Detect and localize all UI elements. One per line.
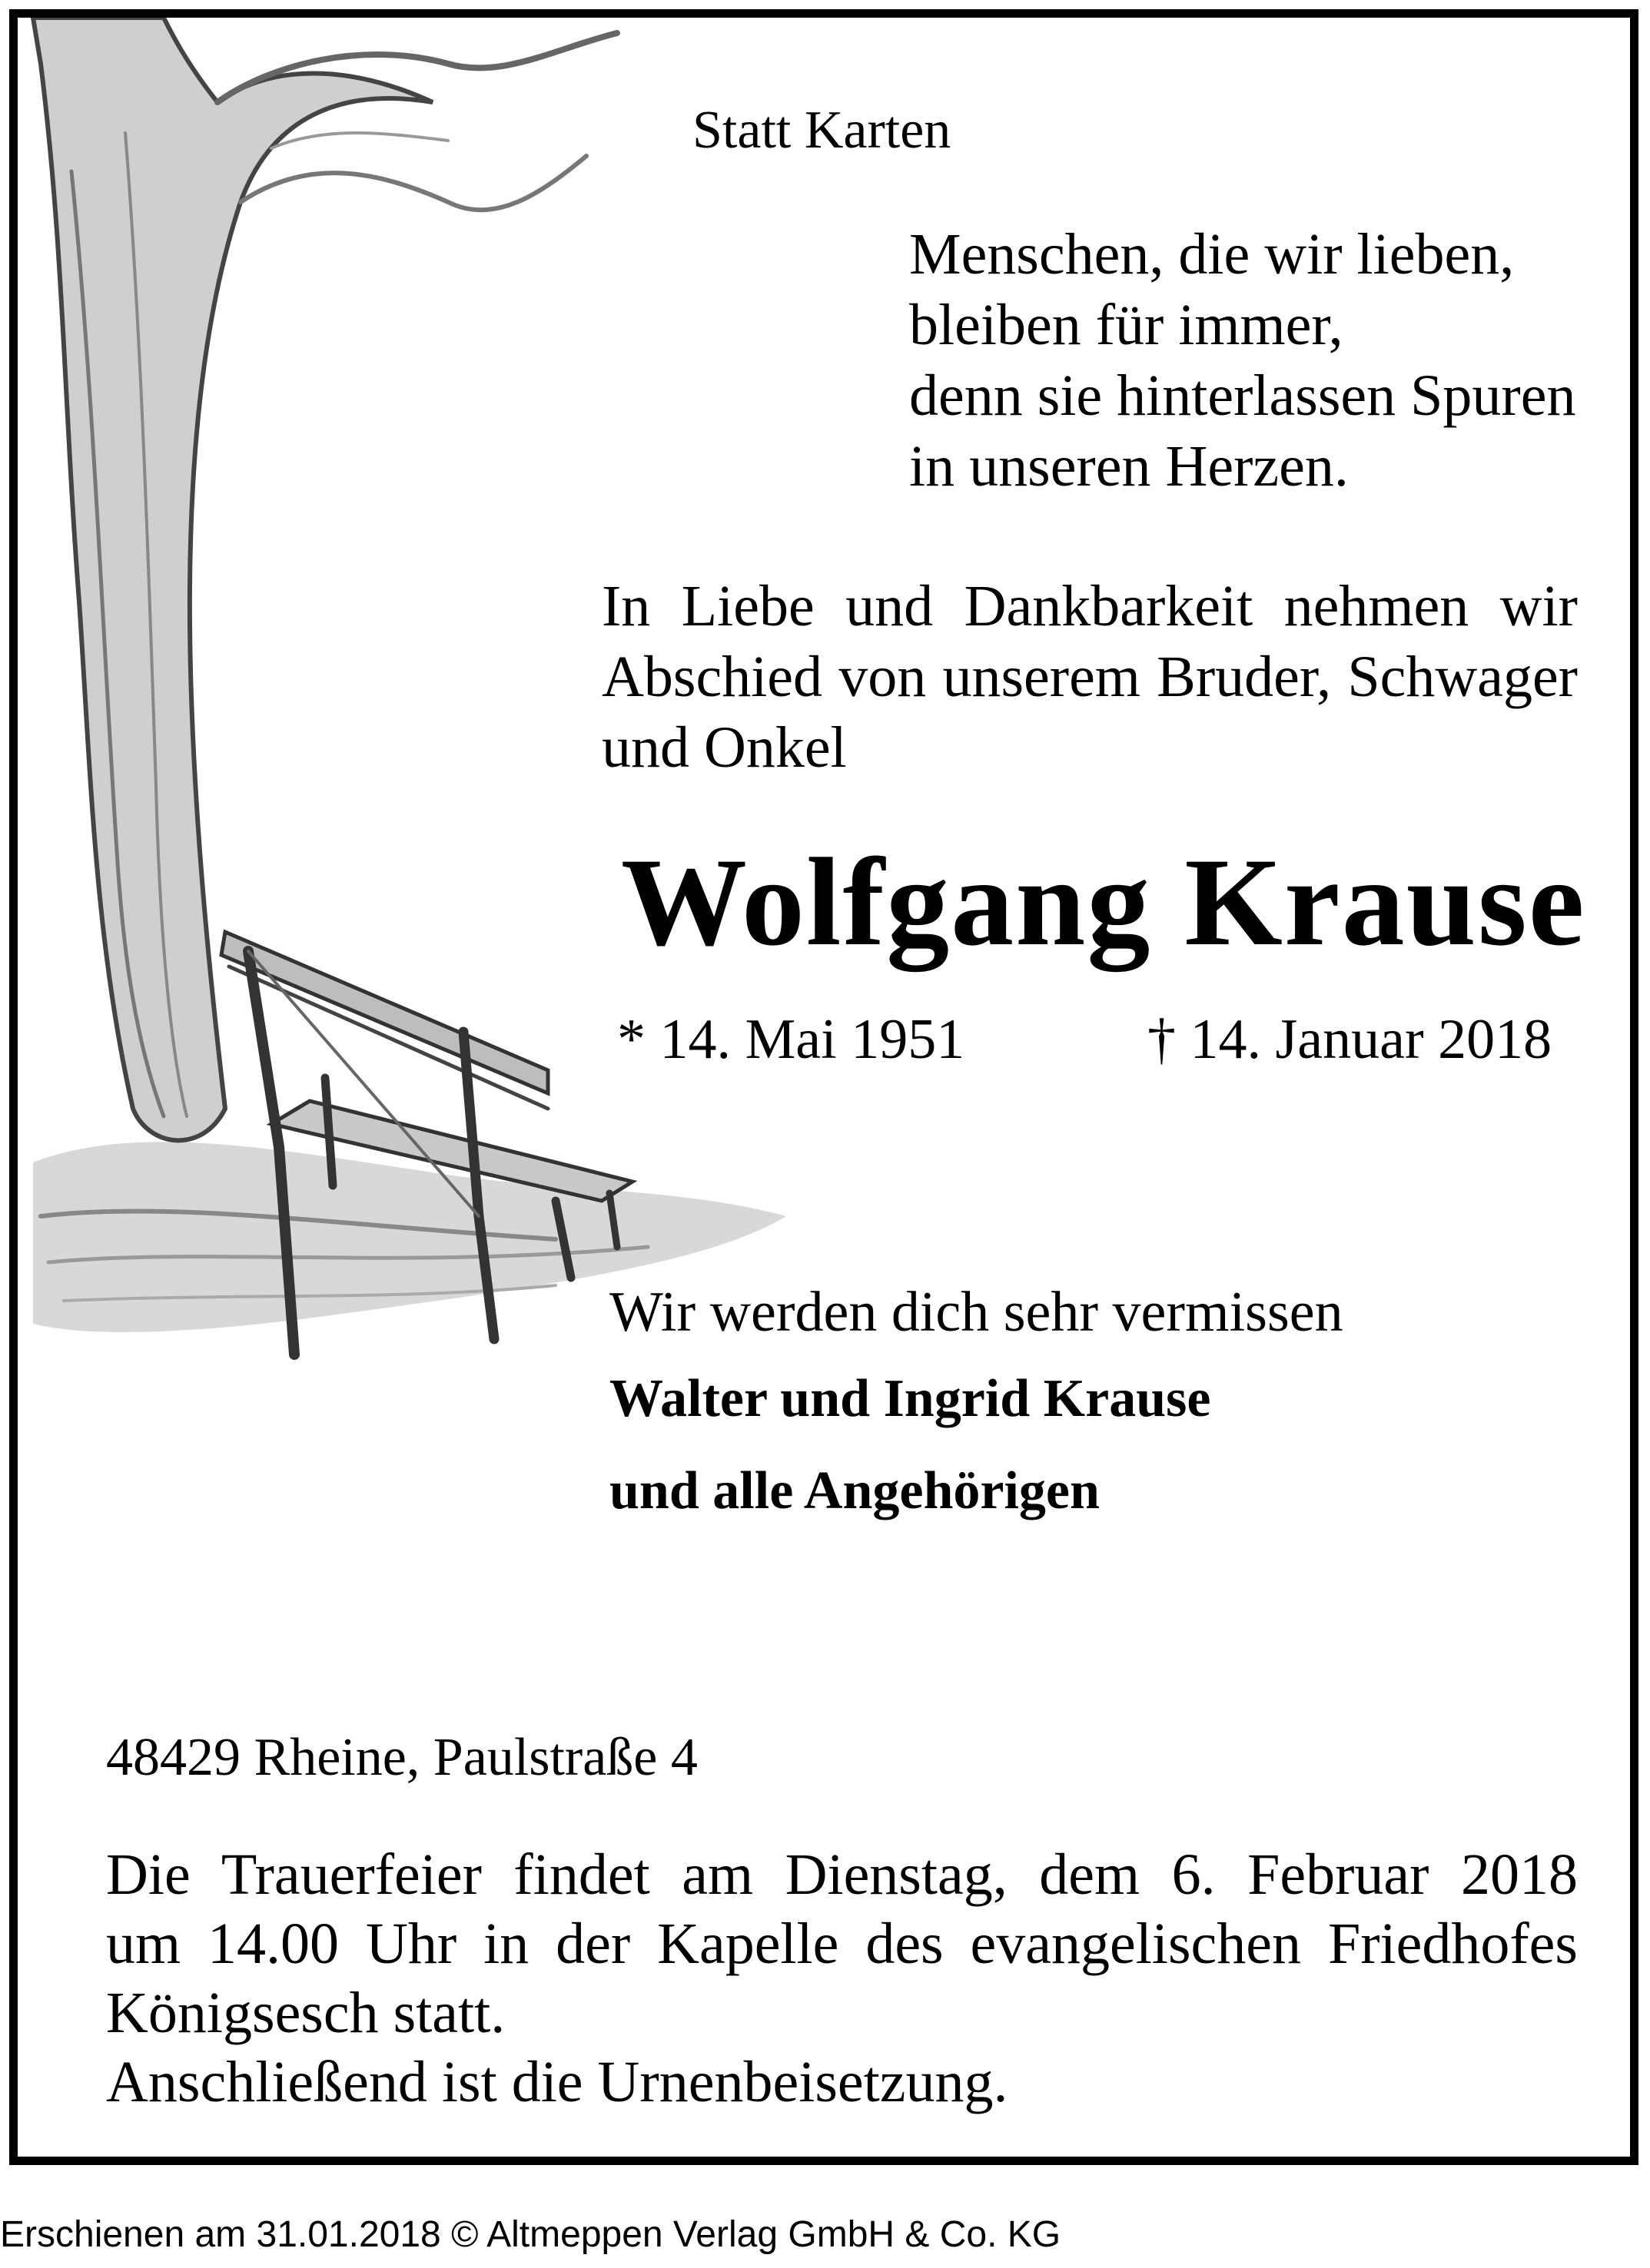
poem-line: bleiben für immer,: [909, 293, 1343, 357]
family-relatives: und alle Angehörigen: [609, 1461, 1100, 1520]
poem-line: Menschen, die wir lieben,: [909, 222, 1515, 287]
deceased-name: Wolfgang Krause: [621, 833, 1586, 972]
statt-karten-heading: Statt Karten: [692, 101, 951, 160]
funeral-line: Königsesch statt.: [106, 1981, 506, 2045]
address: 48429 Rheine, Paulstraße 4: [106, 1728, 698, 1787]
intro-line: In Liebe und Dankbarkeit nehmen wir: [602, 574, 1578, 638]
funeral-line: Die Trauerfeier findet am Dienstag, dem 6. Februar 2018: [106, 1842, 1578, 1907]
family-names: Walter und Ingrid Krause: [609, 1369, 1211, 1428]
obituary-frame: [9, 9, 1638, 2165]
birth-date: * 14. Mai 1951: [617, 1008, 965, 1071]
funeral-line: Anschließend ist die Urnenbeisetzung.: [106, 2050, 1008, 2114]
death-date: † 14. Januar 2018: [1147, 1008, 1552, 1071]
intro-line: und Onkel: [602, 715, 847, 780]
poem: [909, 219, 1575, 502]
intro-line: Abschied von unserem Bruder, Schwager: [602, 645, 1578, 709]
poem-line: denn sie hinterlassen Spuren: [909, 363, 1576, 428]
publication-footer: Erschienen am 31.01.2018 © Altmeppen Verlag GmbH & Co. KG: [0, 2214, 1061, 2255]
intro-text: [602, 571, 1578, 783]
farewell-line: Wir werden dich sehr vermissen: [609, 1281, 1343, 1344]
funeral-info: [106, 1840, 1578, 2117]
funeral-line: um 14.00 Uhr in der Kapelle des evangelischen Friedhofes: [106, 1912, 1578, 1976]
poem-line: in unseren Herzen.: [909, 434, 1349, 499]
